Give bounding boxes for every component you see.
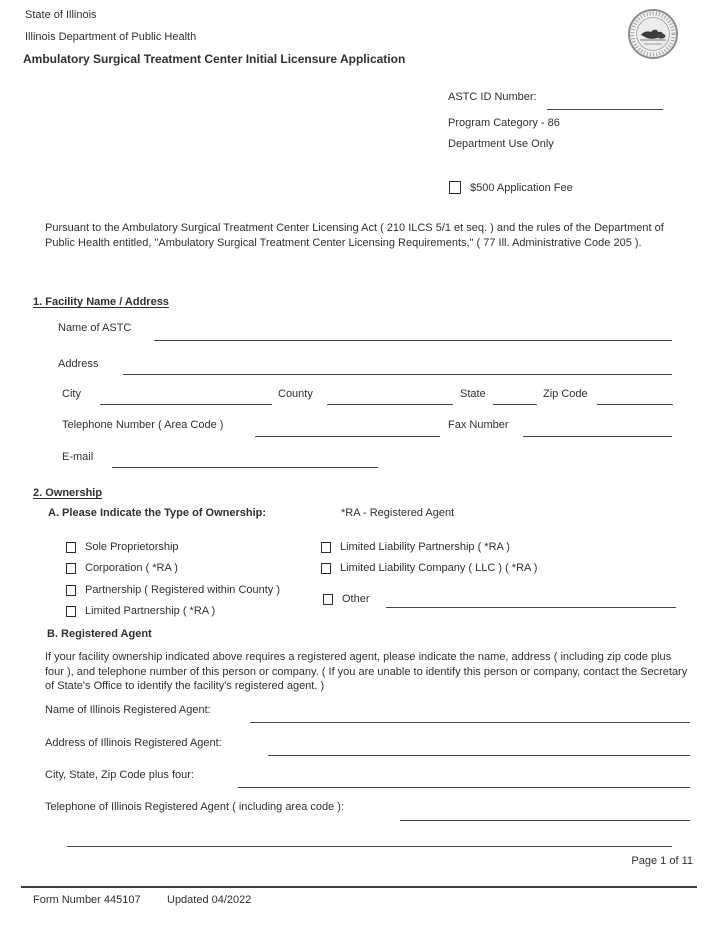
agent-name-label: Name of Illinois Registered Agent: <box>45 704 211 716</box>
registered-agent-paragraph: If your facility ownership indicated above requires a registered agent, please indicate the name, address ( including zip code plus four ), and telephone number of this person or company. ( If you are unable to identify this person or company, contact the Secretary of State's Office to identify the facility's registered agent. ) <box>45 651 688 693</box>
checkbox-limited-partnership[interactable] <box>66 606 76 617</box>
telephone-input-line[interactable] <box>255 436 440 437</box>
agent-name-input-line[interactable] <box>250 722 690 723</box>
ownership-option-row <box>66 584 280 596</box>
form-title: Ambulatory Surgical Treatment Center Initial Licensure Application <box>23 52 406 66</box>
checkbox-corporation[interactable] <box>66 563 76 574</box>
ownership-option-row <box>66 562 178 574</box>
ownership-option-row <box>321 562 537 574</box>
section1-heading: 1. Facility Name / Address <box>33 296 169 308</box>
county-input-line[interactable] <box>327 404 453 405</box>
page-number: Page 1 of 11 <box>631 855 693 867</box>
agent-city-state-zip-input-line[interactable] <box>238 787 690 788</box>
city-label: City <box>62 388 81 400</box>
footer-divider-line <box>67 846 672 847</box>
checkbox-other[interactable] <box>323 594 333 605</box>
fax-number-label: Fax Number <box>448 419 509 431</box>
astc-id-input-line[interactable] <box>547 109 663 110</box>
registered-agent-note: *RA - Registered Agent <box>341 507 455 519</box>
corporation-label: Corporation ( *RA ) <box>85 562 178 574</box>
fax-number-input-line[interactable] <box>523 436 672 437</box>
other-input-line[interactable] <box>386 607 676 608</box>
limited-partnership-label: Limited Partnership ( *RA ) <box>85 605 216 617</box>
agent-address-input-line[interactable] <box>268 755 690 756</box>
section2-heading: 2. Ownership <box>33 487 103 499</box>
checkbox-partnership[interactable] <box>66 585 76 596</box>
address-input-line[interactable] <box>123 374 672 375</box>
state-input-line[interactable] <box>493 404 537 405</box>
telephone-label: Telephone Number ( Area Code ) <box>62 419 224 431</box>
ownership-option-row <box>323 593 370 605</box>
address-label: Address <box>58 358 99 370</box>
ownership-option-row <box>66 541 179 553</box>
agent-address-label: Address of Illinois Registered Agent: <box>45 737 222 749</box>
registered-agent-subheading: B. Registered Agent <box>47 628 152 640</box>
name-of-astc-label: Name of ASTC <box>58 322 132 334</box>
sole-proprietorship-label: Sole Proprietorship <box>85 541 179 553</box>
program-category-label: Program Category - 86 <box>448 117 560 129</box>
header-state-line: State of Illinois <box>25 9 97 21</box>
updated-date: Updated 04/2022 <box>167 894 252 906</box>
checkbox-sole-proprietorship[interactable] <box>66 542 76 553</box>
application-fee-row <box>449 181 573 194</box>
footer-rule <box>21 886 697 888</box>
agent-city-state-zip-label: City, State, Zip Code plus four: <box>45 769 194 781</box>
county-label: County <box>278 388 313 400</box>
ownership-option-row <box>321 541 510 553</box>
email-label: E-mail <box>62 451 94 463</box>
agent-phone-input-line[interactable] <box>400 820 690 821</box>
checkbox-limited-liability-company[interactable] <box>321 563 331 574</box>
form-number: Form Number 445107 <box>33 894 141 906</box>
zip-code-input-line[interactable] <box>597 404 673 405</box>
department-use-only-label: Department Use Only <box>448 138 554 150</box>
partnership-label: Partnership ( Registered within County ) <box>85 584 281 596</box>
zip-code-label: Zip Code <box>543 388 588 400</box>
illinois-state-seal-icon <box>626 6 680 65</box>
intro-paragraph: Pursuant to the Ambulatory Surgical Treatment Center Licensing Act ( 210 ILCS 5/1 et seq. ) and the rules of the Department of Public Health entitled, "Ambulatory Surgical Treatment Center Licensing Requirements," ( 77 Ill. Administrative Code 205 ). <box>45 222 664 249</box>
checkbox-limited-liability-partnership[interactable] <box>321 542 331 553</box>
agent-phone-label: Telephone of Illinois Registered Agent ( including area code ): <box>45 801 345 813</box>
other-label: Other <box>342 593 370 605</box>
city-input-line[interactable] <box>100 404 272 405</box>
llc-label: Limited Liability Company ( LLC ) ( *RA ) <box>340 562 538 574</box>
ownership-option-row <box>66 605 215 617</box>
llp-label: Limited Liability Partnership ( *RA ) <box>340 541 510 553</box>
application-fee-label: $500 Application Fee <box>470 181 573 194</box>
astc-id-label: ASTC ID Number: <box>448 91 537 103</box>
ownership-type-subheading: A. Please Indicate the Type of Ownership: <box>48 507 267 519</box>
checkbox-application-fee[interactable] <box>449 181 461 194</box>
name-of-astc-input-line[interactable] <box>154 340 672 341</box>
email-input-line[interactable] <box>112 467 378 468</box>
header-department-line: Illinois Department of Public Health <box>25 31 197 43</box>
state-label: State <box>460 388 486 400</box>
